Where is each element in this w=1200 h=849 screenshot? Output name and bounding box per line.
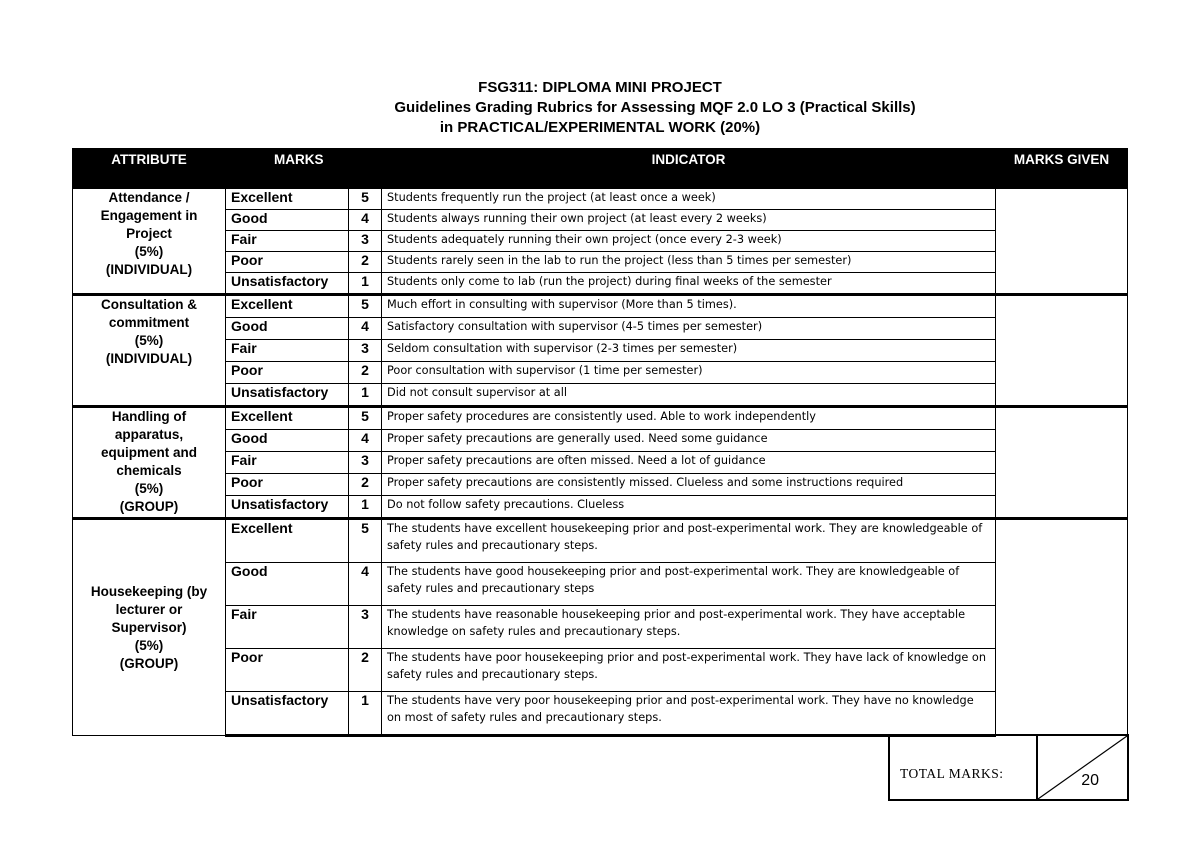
indicator-text: Seldom consultation with supervisor (2-3 times per semester)	[382, 340, 996, 362]
attribute-line: (5%)	[134, 244, 164, 259]
indicator-text: Poor consultation with supervisor (1 time per semester)	[382, 362, 996, 384]
attribute-line: (GROUP)	[119, 655, 179, 671]
table-row	[73, 340, 1128, 362]
level-label: Excellent	[226, 295, 349, 318]
attribute-cell	[73, 295, 226, 407]
score-value: 1	[349, 496, 382, 519]
score-value: 5	[349, 295, 382, 318]
score-value: 3	[349, 231, 382, 252]
score-value: 2	[349, 474, 382, 496]
level-label: Unsatisfactory	[226, 496, 349, 519]
level-label: Fair	[226, 231, 349, 252]
level-label: Unsatisfactory	[226, 384, 349, 407]
level-label: Unsatisfactory	[226, 692, 349, 736]
indicator-text: Did not consult supervisor at all	[382, 384, 996, 407]
score-value: 4	[349, 318, 382, 340]
table-row	[73, 407, 1128, 430]
table-row	[73, 452, 1128, 474]
table-row	[73, 474, 1128, 496]
header-marks: MARKS	[226, 149, 382, 188]
attribute-cell	[73, 188, 226, 295]
attribute-line: chemicals	[116, 463, 182, 478]
table-row	[73, 252, 1128, 273]
indicator-text: Proper safety precautions are often missed. Need a lot of guidance	[382, 452, 996, 474]
indicator-text: Proper safety precautions are generally used. Need some guidance	[382, 430, 996, 452]
indicator-text: Proper safety precautions are consistently missed. Clueless and some instructions required	[382, 474, 996, 496]
score-value: 2	[349, 252, 382, 273]
table-row	[73, 210, 1128, 231]
table-row	[73, 563, 1128, 606]
indicator-text: Proper safety procedures are consistently used. Able to work independently	[382, 407, 996, 430]
attribute-line: (5%)	[134, 637, 164, 653]
score-value: 5	[349, 519, 382, 563]
attribute-line: Consultation &	[101, 297, 197, 312]
attribute-line: Supervisor)	[111, 619, 187, 635]
table-row	[73, 692, 1128, 736]
attribute-line: apparatus,	[114, 427, 184, 442]
rubric-title: Guidelines Grading Rubrics for Assessing MQF 2.0 LO 3 (Practical Skills)	[394, 99, 916, 116]
attribute-line: (5%)	[134, 333, 164, 348]
total-marks-box	[888, 734, 1129, 801]
indicator-text: Students rarely seen in the lab to run the project (less than 5 times per semester)	[382, 252, 996, 273]
score-value: 3	[349, 606, 382, 649]
table-row	[73, 188, 1128, 210]
level-label: Good	[226, 430, 349, 452]
level-label: Poor	[226, 474, 349, 496]
indicator-text: Students only come to lab (run the project) during final weeks of the semester	[382, 273, 996, 295]
table-row	[73, 496, 1128, 519]
score-value: 4	[349, 430, 382, 452]
level-label: Poor	[226, 649, 349, 692]
attribute-line: Engagement in	[100, 208, 198, 223]
attribute-cell	[73, 407, 226, 519]
table-row	[73, 318, 1128, 340]
attribute-line: Handling of	[111, 409, 187, 424]
level-label: Poor	[226, 252, 349, 273]
marks-given-cell[interactable]	[996, 519, 1128, 736]
rubric-subtitle: in PRACTICAL/EXPERIMENTAL WORK (20%)	[439, 119, 761, 136]
attribute-line: lecturer or	[115, 601, 183, 617]
attribute-cell	[73, 519, 226, 736]
table-row	[73, 231, 1128, 252]
indicator-text: The students have excellent housekeeping prior and post-experimental work. They are knowledgeable of safety rules and precautionary steps.	[382, 519, 996, 563]
attribute-line: Housekeeping (by	[90, 583, 208, 599]
table-row	[73, 430, 1128, 452]
marks-given-cell[interactable]	[996, 295, 1128, 407]
indicator-text: Satisfactory consultation with supervisor (4-5 times per semester)	[382, 318, 996, 340]
level-label: Fair	[226, 606, 349, 649]
score-value: 3	[349, 340, 382, 362]
level-label: Excellent	[226, 407, 349, 430]
marks-given-cell[interactable]	[996, 407, 1128, 519]
score-value: 3	[349, 452, 382, 474]
level-label: Good	[226, 563, 349, 606]
header-attribute: ATTRIBUTE	[73, 149, 226, 188]
rubric-group	[73, 295, 1128, 407]
total-marks-value-cell[interactable]	[1038, 736, 1127, 799]
attribute-line: Attendance /	[108, 190, 190, 205]
indicator-text: The students have poor housekeeping prior and post-experimental work. They have lack of knowledge on safety rules and precautionary steps.	[382, 649, 996, 692]
table-row	[73, 519, 1128, 563]
score-value: 1	[349, 273, 382, 295]
score-value: 4	[349, 563, 382, 606]
rubric-group	[73, 519, 1128, 736]
header-indicator: INDICATOR	[382, 149, 996, 188]
table-row	[73, 606, 1128, 649]
table-row	[73, 273, 1128, 295]
total-marks-out-of: 20	[1081, 772, 1099, 789]
level-label: Fair	[226, 340, 349, 362]
attribute-line: (INDIVIDUAL)	[105, 262, 193, 277]
table-row	[73, 295, 1128, 318]
score-value: 2	[349, 649, 382, 692]
indicator-text: Students frequently run the project (at least once a week)	[382, 188, 996, 210]
level-label: Good	[226, 318, 349, 340]
indicator-text: Students adequately running their own project (once every 2-3 week)	[382, 231, 996, 252]
level-label: Excellent	[226, 519, 349, 563]
indicator-text: Much effort in consulting with supervisor (More than 5 times).	[382, 295, 996, 318]
score-value: 1	[349, 384, 382, 407]
score-value: 2	[349, 362, 382, 384]
header-marks-given: MARKS GIVEN	[996, 149, 1128, 188]
level-label: Excellent	[226, 188, 349, 210]
score-value: 4	[349, 210, 382, 231]
course-title: FSG311: DIPLOMA MINI PROJECT	[478, 79, 722, 96]
grading-rubric-table	[72, 148, 1128, 737]
attribute-line: Project	[126, 226, 172, 241]
indicator-text: The students have good housekeeping prior and post-experimental work. They are knowledgeable of safety rules and precautionary steps	[382, 563, 996, 606]
indicator-text: Do not follow safety precautions. Clueless	[382, 496, 996, 519]
level-label: Poor	[226, 362, 349, 384]
level-label: Unsatisfactory	[226, 273, 349, 295]
attribute-line: (5%)	[134, 481, 164, 496]
rubric-group	[73, 188, 1128, 295]
rubric-group	[73, 407, 1128, 519]
attribute-line: (INDIVIDUAL)	[105, 351, 193, 366]
table-row	[73, 384, 1128, 407]
level-label: Fair	[226, 452, 349, 474]
marks-given-cell[interactable]	[996, 188, 1128, 295]
attribute-line: commitment	[108, 315, 190, 330]
indicator-text: Students always running their own project (at least every 2 weeks)	[382, 210, 996, 231]
level-label: Good	[226, 210, 349, 231]
attribute-line: equipment and	[100, 445, 197, 460]
document-title-block	[0, 78, 1200, 138]
indicator-text: The students have very poor housekeeping prior and post-experimental work. They have no knowledge on most of safety rules and precautionary steps.	[382, 692, 996, 736]
attribute-line: (GROUP)	[119, 499, 179, 514]
score-value: 1	[349, 692, 382, 736]
table-row	[73, 649, 1128, 692]
indicator-text: The students have reasonable housekeeping prior and post-experimental work. They have acceptable knowledge on safety rules and precautionary steps.	[382, 606, 996, 649]
score-value: 5	[349, 188, 382, 210]
score-value: 5	[349, 407, 382, 430]
table-row	[73, 362, 1128, 384]
table-header-row	[73, 149, 1128, 188]
total-marks-label: TOTAL MARKS:	[890, 736, 1038, 799]
